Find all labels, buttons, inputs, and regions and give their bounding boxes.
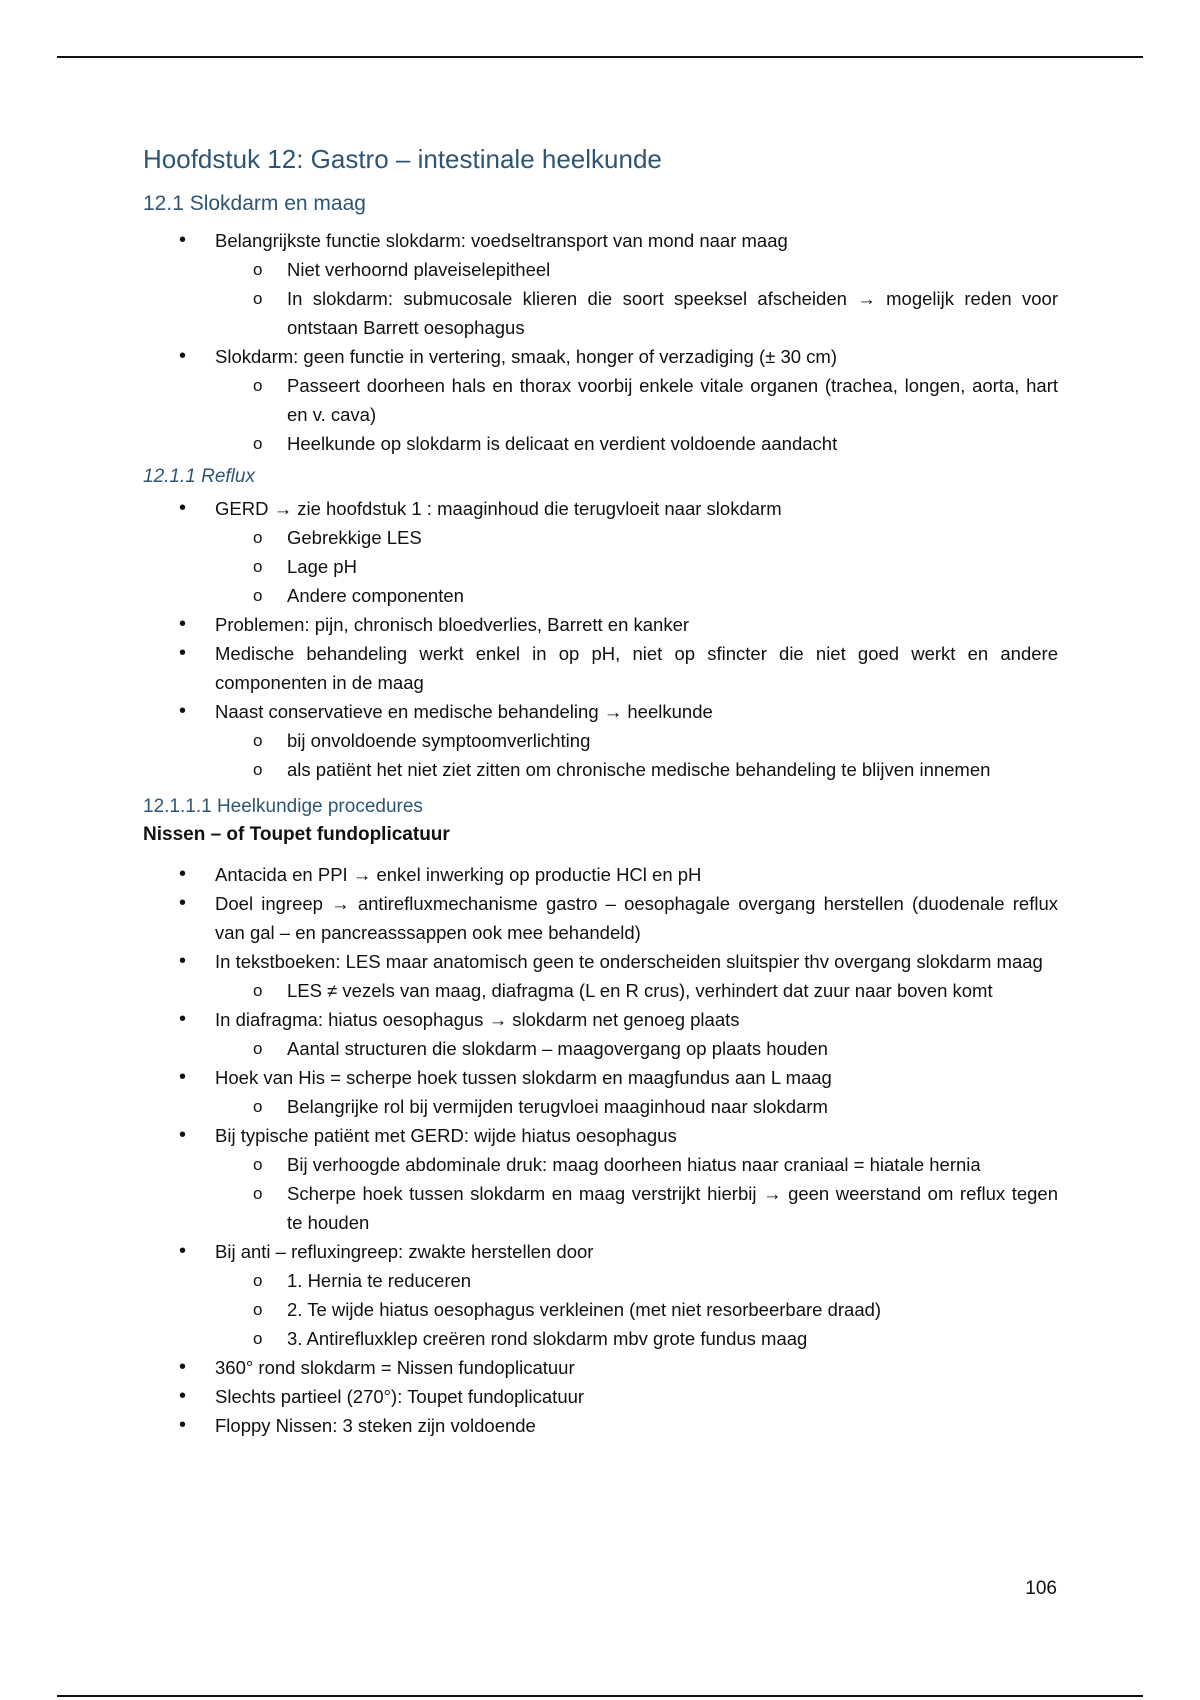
bullet-icon: • [179, 497, 187, 519]
sub-list-item [215, 255, 1058, 284]
circle-bullet-icon: o [253, 586, 263, 605]
list-item-text: In tekstboeken: LES maar anatomisch geen te onderscheiden sluitspier thv overgang slokdarm maag [215, 951, 1043, 972]
page-number: 106 [1025, 1578, 1057, 1599]
list-item-text: Naast conservatieve en medische behandeling → heelkunde [215, 701, 713, 722]
sub-list [215, 726, 1058, 784]
list-item [143, 947, 1058, 1005]
circle-bullet-icon: o [253, 557, 263, 576]
sub-list-item [215, 581, 1058, 610]
circle-bullet-icon: o [253, 1300, 263, 1319]
sub-list-item-text: In slokdarm: submucosale klieren die soort speeksel afscheiden → mogelijk reden voor ontstaan Barrett oesophagus [287, 288, 1058, 338]
list-item [143, 639, 1058, 697]
list-item [143, 226, 1058, 342]
circle-bullet-icon: o [253, 1155, 263, 1174]
bullet-icon: • [179, 1356, 187, 1378]
circle-bullet-icon: o [253, 289, 263, 308]
bullet-icon: • [179, 892, 187, 914]
circle-bullet-icon: o [253, 760, 263, 779]
list-item-text: GERD → zie hoofdstuk 1 : maaginhoud die terugvloeit naar slokdarm [215, 498, 782, 519]
bullet-icon: • [179, 863, 187, 885]
list-item [143, 860, 1058, 889]
sub-list-item-text: 3. Antirefluxklep creëren rond slokdarm mbv grote fundus maag [287, 1328, 808, 1349]
bullet-icon: • [179, 1385, 187, 1407]
list-item-text: Bij typische patiënt met GERD: wijde hiatus oesophagus [215, 1125, 677, 1146]
circle-bullet-icon: o [253, 981, 263, 1000]
sub-list-item [215, 726, 1058, 755]
list-item [143, 494, 1058, 610]
list-item-text: Bij anti – refluxingreep: zwakte herstellen door [215, 1241, 594, 1262]
sub-list-item-text: Bij verhoogde abdominale druk: maag doorheen hiatus naar craniaal = hiatale hernia [287, 1154, 981, 1175]
list-item [143, 1121, 1058, 1237]
section-heading: 12.1 Slokdarm en maag [143, 192, 366, 215]
list-item-text: 360° rond slokdarm = Nissen fundoplicatuur [215, 1357, 575, 1378]
sub-list-item [215, 552, 1058, 581]
sub-list-item-text: Gebrekkige LES [287, 527, 422, 548]
list-item [143, 1382, 1058, 1411]
bullet-icon: • [179, 1414, 187, 1436]
sub-list-item [215, 429, 1058, 458]
reflux-heading: 12.1.1 Reflux [143, 466, 255, 487]
sub-list [215, 371, 1058, 458]
list-item [143, 1005, 1058, 1063]
circle-bullet-icon: o [253, 1271, 263, 1290]
sub-list [215, 523, 1058, 610]
bullet-icon: • [179, 700, 187, 722]
circle-bullet-icon: o [253, 731, 263, 750]
circle-bullet-icon: o [253, 376, 263, 395]
procedures-list [143, 860, 1058, 1440]
circle-bullet-icon: o [253, 1184, 263, 1203]
sub-list-item [215, 976, 1058, 1005]
list-item [143, 1353, 1058, 1382]
sub-list [215, 1034, 1058, 1063]
sub-list [215, 1150, 1058, 1237]
sub-list-item-text: Belangrijke rol bij vermijden terugvloei maaginhoud naar slokdarm [287, 1096, 828, 1117]
list-item [143, 1237, 1058, 1353]
bullet-icon: • [179, 229, 187, 251]
sub-list-item-text: 2. Te wijde hiatus oesophagus verkleinen (met niet resorbeerbare draad) [287, 1299, 882, 1320]
header-rule [57, 56, 1143, 58]
reflux-list [143, 494, 1058, 784]
bullet-icon: • [179, 613, 187, 635]
list-item-text: Antacida en PPI → enkel inwerking op productie HCl en pH [215, 864, 702, 885]
sub-list-item [215, 284, 1058, 342]
sub-list-item-text: 1. Hernia te reduceren [287, 1270, 472, 1291]
sub-list-item-text: Heelkunde op slokdarm is delicaat en verdient voldoende aandacht [287, 433, 838, 454]
list-item-text: Slokdarm: geen functie in vertering, smaak, honger of verzadiging (± 30 cm) [215, 346, 837, 367]
circle-bullet-icon: o [253, 528, 263, 547]
list-item [143, 342, 1058, 458]
sub-list-item-text: Niet verhoornd plaveiselepitheel [287, 259, 551, 280]
footer-rule [57, 1695, 1143, 1697]
list-item [143, 697, 1058, 784]
sub-list-item [215, 1295, 1058, 1324]
circle-bullet-icon: o [253, 1097, 263, 1116]
document-body [143, 142, 1058, 1440]
section-list [143, 226, 1058, 458]
list-item-text: Belangrijkste functie slokdarm: voedseltransport van mond naar maag [215, 230, 788, 251]
sub-list-item [215, 1034, 1058, 1063]
bullet-icon: • [179, 1240, 187, 1262]
sub-list-item [215, 1150, 1058, 1179]
list-item-text: In diafragma: hiatus oesophagus → slokdarm net genoeg plaats [215, 1009, 740, 1030]
circle-bullet-icon: o [253, 434, 263, 453]
circle-bullet-icon: o [253, 1039, 263, 1058]
sub-list-item-text: Andere componenten [287, 585, 464, 606]
sub-list-item [215, 371, 1058, 429]
procedures-heading: 12.1.1.1 Heelkundige procedures [143, 796, 423, 817]
list-item-text: Medische behandeling werkt enkel in op pH, niet op sfincter die niet goed werkt en andere componenten in de maag [215, 643, 1058, 693]
list-item-text: Hoek van His = scherpe hoek tussen slokdarm en maagfundus aan L maag [215, 1067, 832, 1088]
sub-list [215, 976, 1058, 1005]
list-item [143, 1411, 1058, 1440]
sub-list-item-text: Scherpe hoek tussen slokdarm en maag verstrijkt hierbij → geen weerstand om reflux tegen te houden [287, 1183, 1058, 1233]
sub-list-item-text: Aantal structuren die slokdarm – maagovergang op plaats houden [287, 1038, 828, 1059]
sub-list-item-text: Lage pH [287, 556, 357, 577]
sub-list-item-text: LES ≠ vezels van maag, diafragma (L en R crus), verhindert dat zuur naar boven komt [287, 980, 993, 1001]
sub-list-item [215, 1266, 1058, 1295]
list-item-text: Floppy Nissen: 3 steken zijn voldoende [215, 1415, 536, 1436]
circle-bullet-icon: o [253, 1329, 263, 1348]
list-item [143, 610, 1058, 639]
circle-bullet-icon: o [253, 260, 263, 279]
list-item-text: Doel ingreep → antirefluxmechanisme gastro – oesophagale overgang herstellen (duodenale reflux van gal – en pancreasssappen ook mee behandeld) [215, 893, 1058, 943]
sub-list-item [215, 1324, 1058, 1353]
sub-list [215, 1266, 1058, 1353]
list-item [143, 1063, 1058, 1121]
bullet-icon: • [179, 1066, 187, 1088]
sub-list-item [215, 1092, 1058, 1121]
list-item-text: Problemen: pijn, chronisch bloedverlies, Barrett en kanker [215, 614, 690, 635]
sub-list-item [215, 755, 1058, 784]
list-item-text: Slechts partieel (270°): Toupet fundoplicatuur [215, 1386, 585, 1407]
bullet-icon: • [179, 642, 187, 664]
sub-list-item-text: als patiënt het niet ziet zitten om chronische medische behandeling te blijven innemen [287, 759, 991, 780]
bullet-icon: • [179, 950, 187, 972]
procedures-subheading: Nissen – of Toupet fundoplicatuur [143, 824, 450, 845]
bullet-icon: • [179, 345, 187, 367]
bullet-icon: • [179, 1124, 187, 1146]
sub-list-item [215, 1179, 1058, 1237]
sub-list [215, 1092, 1058, 1121]
list-item [143, 889, 1058, 947]
sub-list-item-text: bij onvoldoende symptoomverlichting [287, 730, 591, 751]
sub-list-item [215, 523, 1058, 552]
sub-list [215, 255, 1058, 342]
sub-list-item-text: Passeert doorheen hals en thorax voorbij enkele vitale organen (trachea, longen, aorta, hart en v. cava) [287, 375, 1058, 425]
chapter-title: Hoofdstuk 12: Gastro – intestinale heelkunde [143, 144, 662, 174]
bullet-icon: • [179, 1008, 187, 1030]
